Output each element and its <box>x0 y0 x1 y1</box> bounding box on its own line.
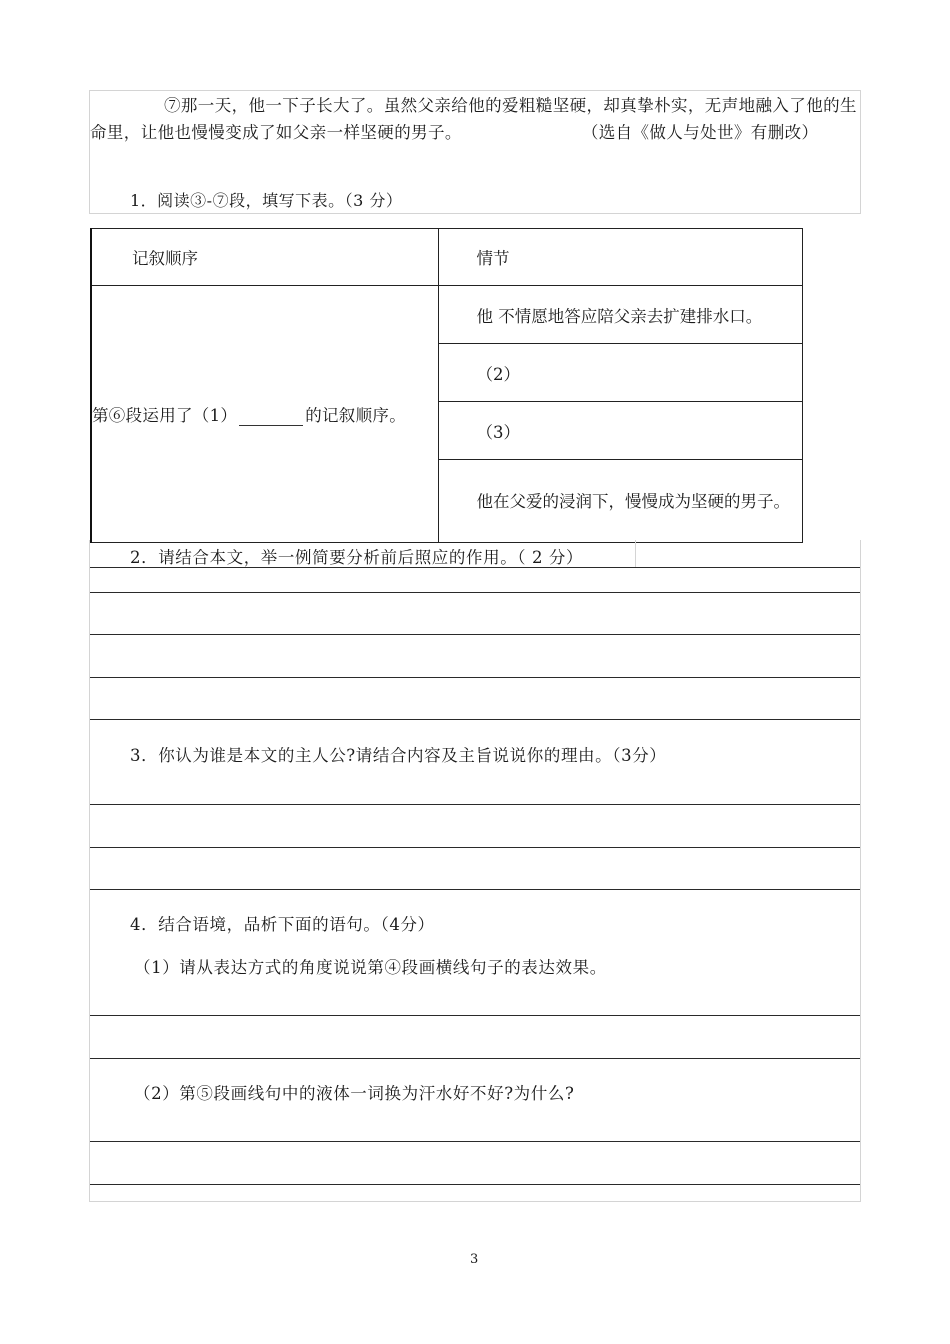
answer-line <box>90 567 860 568</box>
narrative-order-suffix: 的记叙顺序。 <box>305 406 407 425</box>
answer-line[interactable] <box>90 804 860 805</box>
question-2-label: 2．请结合本文，举一例简要分析前后照应的作用。（ 2 分） <box>130 548 584 567</box>
answer-line[interactable] <box>90 1141 860 1142</box>
answer-line[interactable] <box>90 889 860 890</box>
question-1-label: 1．阅读③-⑦段，填写下表。（3 分） <box>130 191 403 210</box>
plot-row-2[interactable]: （2） <box>438 344 803 402</box>
question-4-sub-1: （1）请从表达方式的角度说说第④段画横线句子的表达效果。 <box>134 958 607 977</box>
answer-blank-1[interactable] <box>239 409 303 426</box>
question-3-label: 3．你认为谁是本文的主人公?请结合内容及主旨说说你的理由。（3分） <box>130 746 667 765</box>
plot-row-4 <box>438 460 803 543</box>
paragraph-7 <box>90 92 860 146</box>
table-header-narrative-order: 记叙顺序 <box>91 229 438 286</box>
answer-line[interactable] <box>90 1058 860 1059</box>
plot-row-3[interactable]: （3） <box>438 402 803 460</box>
page-number: 3 <box>470 1252 479 1267</box>
plot-row-1: 他 不情愿地答应陪父亲去扩建排水口。 <box>438 286 803 344</box>
answer-line[interactable] <box>90 592 860 593</box>
answer-line[interactable] <box>90 1184 860 1185</box>
narrative-order-prefix: 第⑥段运用了（1） <box>92 406 238 425</box>
plot-row-4-text: 他在父爱的浸润下，慢慢成为坚硬的男子。 <box>476 491 790 511</box>
plot-table <box>90 228 803 543</box>
answer-line[interactable] <box>90 847 860 848</box>
question-4-sub-2: （2）第⑤段画线句中的液体一词换为汗水好不好?为什么? <box>134 1084 575 1103</box>
narrative-order-cell <box>91 286 438 543</box>
paragraph-7-text: ⑦那一天，他一下子长大了。虽然父亲给他的爱粗糙坚硬，却真挚朴实，无声地融入了他的生命里，让他也慢慢变成了如父亲一样坚硬的男子。 <box>90 96 857 142</box>
answer-line[interactable] <box>90 677 860 678</box>
table-header-plot: 情节 <box>438 229 803 286</box>
answer-line[interactable] <box>90 634 860 635</box>
question-4-label: 4．结合语境，品析下面的语句。（4分） <box>130 915 435 934</box>
answer-line[interactable] <box>90 719 860 720</box>
source-note: （选自《做人与处世》有删改） <box>581 123 819 142</box>
answer-line[interactable] <box>90 1015 860 1016</box>
